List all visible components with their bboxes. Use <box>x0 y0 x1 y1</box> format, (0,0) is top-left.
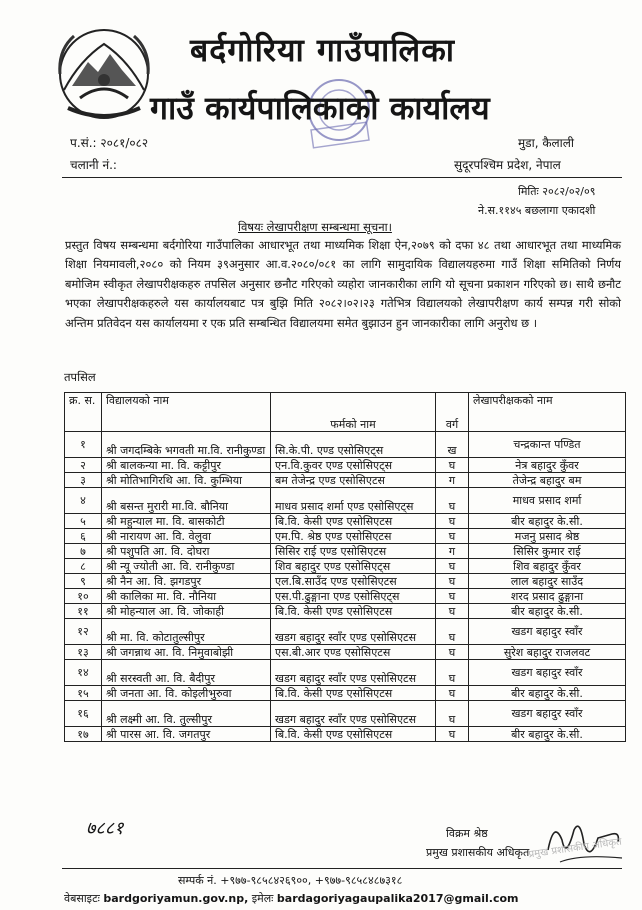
row-auditor: बीर बहादुर के.सी. <box>469 514 626 529</box>
row-class: घ <box>436 619 469 645</box>
col-header-firm: फर्मको नाम <box>271 393 436 432</box>
row-auditor: लाल बहादुर साउँद <box>469 574 626 589</box>
row-serial: ६ <box>65 529 102 544</box>
table-row <box>65 488 626 514</box>
footer-divider <box>62 868 622 869</box>
row-firm: एस.पी.ढुङ्गाना एण्ड एसोसिएट्स <box>271 589 436 604</box>
row-serial: १३ <box>65 645 102 660</box>
office-title: गाउँ कार्यपालिकाको कार्यालय <box>150 89 490 127</box>
reference-number: प.सं.: २०८१/०८२ <box>70 136 149 150</box>
email-link[interactable]: bardagoriyagaupalika2017@gmail.com <box>276 892 519 905</box>
notice-body: प्रस्तुत विषय सम्बन्धमा बर्दगोरिया गाउँपालिका आधारभूत तथा माध्यमिक शिक्षा ऐन,२०७९ को दफा ४८ तथा आधारभूत तथा माध्यमिक शिक्षा नियमावली,२०८० को नियम ३९अनुसार आ.व.२०८०/०८१ का लागि सामुदायिक विद्यालयहरुमा गाउँ शिक्षा समितिको निर्णय बमोजिम स्वीकृत लेखापरीक्षकहरु तपसिल अनुसार छनौट गरिएको व्यहोरा जानकारीका लागि यो सूचना प्रकाशन गरिएको छ। साथै छनौट भएका लेखापरीक्षकहरुले यस कार्यालयबाट पत्र बुझि मिति २०८२।०२।२३ गतेभित्र विद्यालयको लेखापरीक्षण कार्य सम्पन्न गरी सोको अन्तिम प्रतिवेदन यस कार्यालयमा र एक प्रति सम्बन्धित विद्यालयमा समेत बुझाउन हुन जानकारीका लागि अनुरोध छ । <box>65 238 621 330</box>
row-school: श्री पारस आ. वि. जगतपुर <box>102 727 271 742</box>
table-row <box>65 727 626 742</box>
row-class: घ <box>436 488 469 514</box>
row-firm: एस.बी.आर एण्ड एसोसिएटस <box>271 645 436 660</box>
nepal-emblem-icon <box>50 20 158 124</box>
row-serial: ३ <box>65 473 102 488</box>
row-serial: १४ <box>65 660 102 686</box>
row-firm: खडग बहादुर स्वाँर एण्ड एसोसिएटस <box>271 701 436 727</box>
row-auditor: तेजेन्द्र बहादुर बम <box>469 473 626 488</box>
row-class: घ <box>436 660 469 686</box>
row-class: ख <box>436 432 469 458</box>
row-class: घ <box>436 514 469 529</box>
row-class: घ <box>436 604 469 619</box>
row-class: घ <box>436 589 469 604</box>
table-row <box>65 559 626 574</box>
row-firm: बि.वि. केसी एण्ड एसोसिएटस <box>271 686 436 701</box>
row-auditor: चन्द्रकान्त पण्डित <box>469 432 626 458</box>
table-row <box>65 701 626 727</box>
table-row <box>65 604 626 619</box>
row-firm: खडग बहादुर स्वाँर एण्ड एसोसिएटस <box>271 660 436 686</box>
row-class: ग <box>436 473 469 488</box>
row-school: श्री बालकन्या मा. वि. कट्टीपुर <box>102 458 271 473</box>
subject-line: विषयः लेखापरीक्षण सम्बन्धमा सूचना। <box>238 220 392 234</box>
header-divider <box>62 177 622 178</box>
row-school: श्री न्यू ज्योती आ. वि. रानीकुण्डा <box>102 559 271 574</box>
row-auditor: खडग बहादुर स्वाँर <box>469 701 626 727</box>
row-firm: सिसिर राई एण्ड एसोसिएटस <box>271 544 436 559</box>
nepal-sambat-date: ने.स.११४५ बछलागा एकादशी <box>478 204 596 217</box>
dispatch-number: चलानी नं.: <box>70 158 117 172</box>
row-school: श्री लक्ष्मी आ. वि. तुल्सीपुर <box>102 701 271 727</box>
row-serial: ८ <box>65 559 102 574</box>
row-class: घ <box>436 686 469 701</box>
row-auditor: खडग बहादुर स्वाँर <box>469 619 626 645</box>
row-auditor: शिव बहादुर कुँवर <box>469 559 626 574</box>
table-row <box>65 473 626 488</box>
footer-contact: सम्पर्क नं. +९७७-९८५८४२६९००, +९७७-९८५८४८७३१८ <box>178 874 403 887</box>
row-firm: बि.वि. केसी एण्ड एसोसिएटस <box>271 604 436 619</box>
tapasil-label: तपसिल <box>64 370 96 384</box>
row-school: श्री जगन्नाथ आ. वि. निमुवाबोझी <box>102 645 271 660</box>
row-serial: ४ <box>65 488 102 514</box>
row-auditor: मजनु प्रसाद श्रेष्ठ <box>469 529 626 544</box>
municipality-title: बर्दगोरिया गाउँपालिका <box>190 31 456 69</box>
row-auditor: शरद प्रसाद ढुङ्गाना <box>469 589 626 604</box>
row-class: घ <box>436 559 469 574</box>
row-auditor: नेत्र बहादुर कुँवर <box>469 458 626 473</box>
letter-date: मितिः २०८२/०२/०९ <box>518 185 596 198</box>
row-firm: एल.बि.साउँद एण्ड एसोसिएटस <box>271 574 436 589</box>
address-line-2: सुदूरपश्चिम प्रदेश, नेपाल <box>454 158 561 172</box>
row-firm: बि.वि. केसी एण्ड एसोसिएटस <box>271 514 436 529</box>
table-row <box>65 458 626 473</box>
signatory-designation: प्रमुख प्रशासकीय अधिकृत <box>426 846 530 859</box>
row-serial: २ <box>65 458 102 473</box>
handwritten-number: ७८८१ <box>86 818 124 839</box>
row-school: श्री नारायण आ. वि. वेलुवा <box>102 529 271 544</box>
row-class: घ <box>436 574 469 589</box>
footer-web-email <box>64 891 519 906</box>
row-serial: ७ <box>65 544 102 559</box>
col-header-school: विद्यालयको नाम <box>102 393 271 432</box>
table-row <box>65 514 626 529</box>
row-serial: ९ <box>65 574 102 589</box>
row-auditor: सिसिर कुमार राई <box>469 544 626 559</box>
row-class: घ <box>436 701 469 727</box>
website-link[interactable]: bardgoriyamun.gov.np, <box>103 892 249 905</box>
row-firm: बि.वि. केसी एण्ड एसोसिएटस <box>271 727 436 742</box>
col-header-auditor: लेखापरीक्षकको नाम <box>469 393 626 432</box>
row-serial: १० <box>65 589 102 604</box>
row-firm: खडग बहादुर स्वाँर एण्ड एसोसिएटस <box>271 619 436 645</box>
row-class: घ <box>436 645 469 660</box>
row-school: श्री जनता आ. वि. कोइलीभुरुवा <box>102 686 271 701</box>
row-serial: १२ <box>65 619 102 645</box>
row-serial: १७ <box>65 727 102 742</box>
table-row <box>65 529 626 544</box>
row-auditor: माधव प्रसाद शर्मा <box>469 488 626 514</box>
row-class: घ <box>436 529 469 544</box>
row-school: श्री सरस्वती आ. वि. बैदीपुर <box>102 660 271 686</box>
address-line-1: मुडा, कैलाली <box>518 136 575 150</box>
row-school: श्री मोहन्याल आ. वि. जोकाही <box>102 604 271 619</box>
row-school: श्री मोतिभागिरथि आ. वि. कुम्भिया <box>102 473 271 488</box>
row-serial: ५ <box>65 514 102 529</box>
row-serial: १ <box>65 432 102 458</box>
row-school: श्री कालिका मा. वि. नौनिया <box>102 589 271 604</box>
row-school: श्री जगदम्बिके भगवती मा.वि. रानीकुण्डा <box>102 432 271 458</box>
website-label: वेबसाइटः <box>64 892 100 905</box>
table-row <box>65 645 626 660</box>
row-firm: बम तेजेन्द्र एण्ड एसोसिएटस <box>271 473 436 488</box>
email-label: इमेलः <box>251 892 274 905</box>
row-auditor: सुरेश बहादुर राजलवट <box>469 645 626 660</box>
table-row <box>65 589 626 604</box>
row-class: ग <box>436 544 469 559</box>
col-header-class: वर्ग <box>436 393 469 432</box>
row-class: घ <box>436 727 469 742</box>
auditor-table <box>64 392 626 742</box>
table-header-row <box>65 393 626 432</box>
row-auditor: बीर बहादुर के.सी. <box>469 604 626 619</box>
row-class: घ <box>436 458 469 473</box>
table-row <box>65 686 626 701</box>
row-auditor: खडग बहादुर स्वाँर <box>469 660 626 686</box>
row-firm: एन.वि.कुवर एण्ड एसोसिएट्स <box>271 458 436 473</box>
row-serial: ११ <box>65 604 102 619</box>
row-school: श्री बसन्त मुरारी मा.वि. बौनिया <box>102 488 271 514</box>
signatory-name: विक्रम श्रेष्ठ <box>446 827 488 840</box>
row-school: श्री मा. वि. कोटातुल्सीपुर <box>102 619 271 645</box>
row-school: श्री नैन आ. वि. झगडपुर <box>102 574 271 589</box>
table-row <box>65 660 626 686</box>
row-auditor: बीर बहादुर के.सी. <box>469 686 626 701</box>
row-firm: एम.पि. श्रेष्ठ एण्ड एसोसिएटस <box>271 529 436 544</box>
table-row <box>65 574 626 589</box>
faded-stamp-text: प्रमुख प्रशासकीय अधिकृत <box>527 836 623 861</box>
row-firm: माधव प्रसाद शर्मा एण्ड एसोसिएट्स <box>271 488 436 514</box>
table-row <box>65 619 626 645</box>
row-serial: १६ <box>65 701 102 727</box>
row-school: श्री महुन्याल मा. वि. बासकोटी <box>102 514 271 529</box>
row-auditor: बीर बहादुर के.सी. <box>469 727 626 742</box>
row-firm: सि.के.पी. एण्ड एसोसिएट्स <box>271 432 436 458</box>
row-serial: १५ <box>65 686 102 701</box>
row-school: श्री पशुपति आ. वि. दोघरा <box>102 544 271 559</box>
col-header-sn: क्र. स. <box>65 393 102 432</box>
row-firm: शिव बहादुर एण्ड एसोसिएट्स <box>271 559 436 574</box>
table-row <box>65 544 626 559</box>
table-row <box>65 432 626 458</box>
